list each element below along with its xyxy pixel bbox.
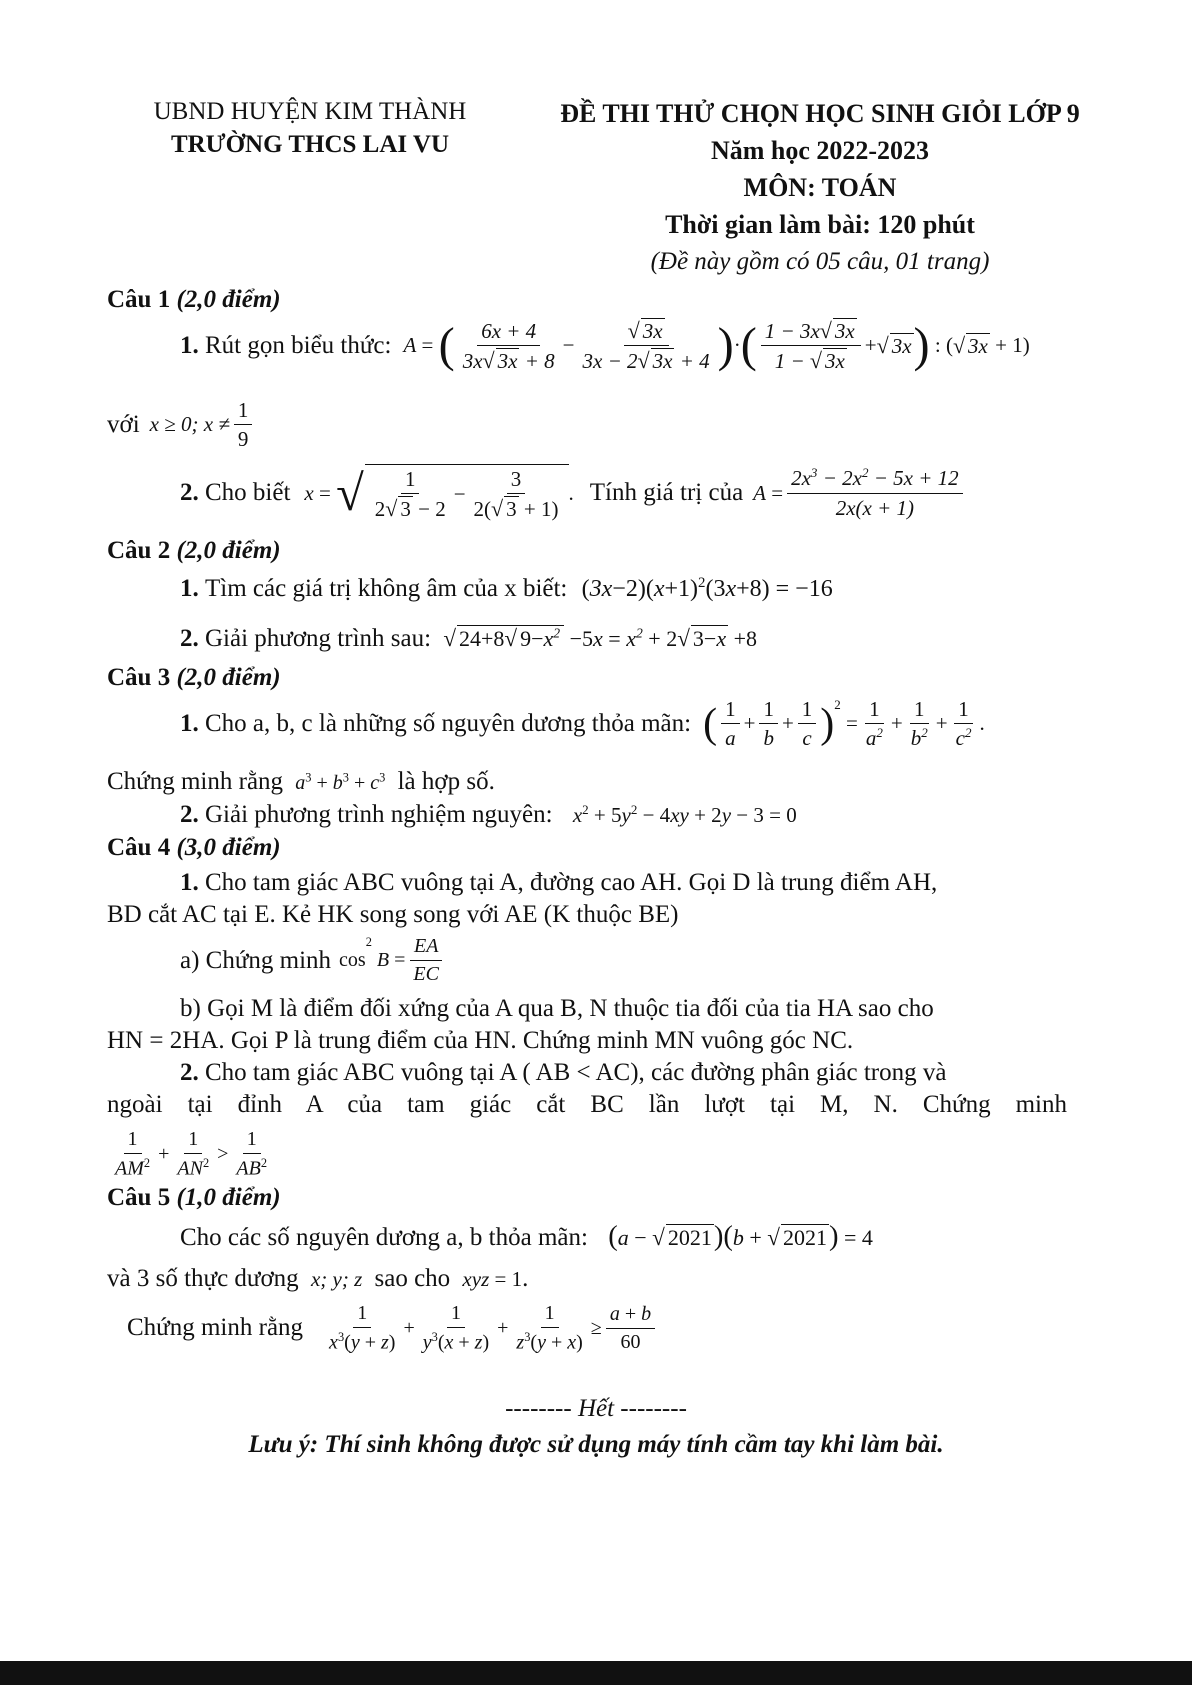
q4-part2-line1: 2. Cho tam giác ABC vuông tại A ( AB < AC), các đường phân giác trong và <box>180 1059 947 1086</box>
exam-title: ĐỀ THI THỬ CHỌN HỌC SINH GIỎI LỚP 9 <box>560 99 1080 128</box>
q2-part1: 1. Tìm các giá trị không âm của x biết: $(3x-2)(x+1)^2(3x+8) = -16$ <box>180 575 833 602</box>
q5-line1: Cho các số nguyên dương a, b thỏa mãn: (a − √ 2021)(b + √ 2021) = 4 <box>180 1221 873 1252</box>
question-3-title: Câu 3 (2,0 điểm) <box>107 664 281 691</box>
q1-part1: 1. Rút gọn biểu thức: A = ( $\frac{6x + 4}{3x√ 3x + 8}$ − $\frac{√ 3x}{3x - 2√ 3x + 4}$ ) · ( $\frac{1 - 3x√ 3x}{1 - √ 3x}$ + √ 3x ) : ( √ 3x + 1) <box>180 318 1030 374</box>
question-2-title: Câu 2 (2,0 điểm) <box>107 537 281 564</box>
school-name: TRƯỜNG THCS LAI VU <box>170 131 450 158</box>
question-1-title: Câu 1 (2,0 điểm) <box>107 286 281 313</box>
q1-part2: 2. Cho biết x = √ $\frac{1}{2√ 3 - 2}$ − $\frac{3}{2(√ 3 + 1)}$ . Tính giá trị của A = $\frac{2x^3 - 2x^2 - 5x + 12}{2x(x + 1)}$ <box>180 464 967 522</box>
q4-part2-line2: ngoài tại đỉnh A của tam giác cắt BC lần lượt tại M, N. Chứng minh <box>107 1091 1067 1118</box>
q3-part1: 1. Cho a, b, c là những số nguyên dương thỏa mãn: ( $\frac{1}{a}$ + $\frac{1}{b}$ + $\frac{1}{c}$ ) $^2$ = $\frac{1}{a^2}$ + $\frac{1}{b^2}$ + $\frac{1}{c^2}$ . <box>180 697 985 751</box>
duration: Thời gian làm bài: 120 phút <box>665 210 975 239</box>
subject: MÔN: TOÁN <box>743 173 897 202</box>
q3-part2: 2. Giải phương trình nghiệm nguyên: $x^2 + 5y^2 - 4xy + 2y - 3 = 0$ <box>180 801 797 828</box>
question-4-title: Câu 4 (3,0 điểm) <box>107 834 281 861</box>
end-marker: -------- Hết -------- <box>505 1395 687 1422</box>
school-authority: UBND HUYỆN KIM THÀNH <box>153 98 467 125</box>
page-count-note: (Đề này gồm có 05 câu, 01 trang) <box>650 248 990 275</box>
exam-note: Lưu ý: Thí sinh không được sử dụng máy tính cầm tay khi làm bài. <box>248 1431 944 1458</box>
q4-part1b-line2: HN = 2HA. Gọi P là trung điểm của HN. Chứng minh MN vuông góc NC. <box>107 1027 854 1054</box>
q4-part2-inequality: $\frac{1}{AM^2}$ + $\frac{1}{AN^2}$ > $\frac{1}{AB^2}$ <box>115 1128 268 1180</box>
q4-part1a: a) Chứng minh cos $^2$ B = $\frac{EA}{EC}$ <box>180 935 447 986</box>
question-5-title: Câu 5 (1,0 điểm) <box>107 1184 281 1211</box>
school-year: Năm học 2022-2023 <box>710 136 930 165</box>
q5-line3: Chứng minh rằng $\frac{1}{x^3(y + z)}$ + $\frac{1}{y^3(x + z)}$ + $\frac{1}{z^3(y + x)}$ ≥ $\frac{a + b}{60}$ <box>127 1302 659 1355</box>
q4-part1-line1: 1. Cho tam giác ABC vuông tại A, đường cao AH. Gọi D là trung điểm AH, <box>180 869 938 896</box>
q5-line2: và 3 số thực dương x; y; z sao cho xyz = 1. <box>107 1265 529 1292</box>
q3-part1-claim: Chứng minh rằng $a^3 + b^3 + c^3$ là hợp số. <box>107 768 495 795</box>
page-bottom-border <box>0 1661 1192 1685</box>
q1-expression: A = ( $\frac{6x + 4}{3x√ 3x + 8}$ − $\frac{√ 3x}{3x - 2√ 3x + 4}$ ) · ( $\frac{1 - 3x√ 3x}{1 - √ 3x}$ + √ 3x ) : ( √ 3x + 1) <box>403 318 1030 374</box>
q1-condition: với x ≥ 0; x ≠ $\frac{1}{9}$ <box>107 398 256 451</box>
q2-part2: 2. Giải phương trình sau: √ 24+8√ $9-x^2 -5x = x^2 + 2√$ 3−x +8 <box>180 625 758 652</box>
q4-part1-line2: BD cắt AC tại E. Kẻ HK song song với AE (K thuộc BE) <box>107 901 679 928</box>
q4-part1b-line1: b) Gọi M là điểm đối xứng của A qua B, N thuộc tia đối của tia HA sao cho <box>180 995 934 1022</box>
